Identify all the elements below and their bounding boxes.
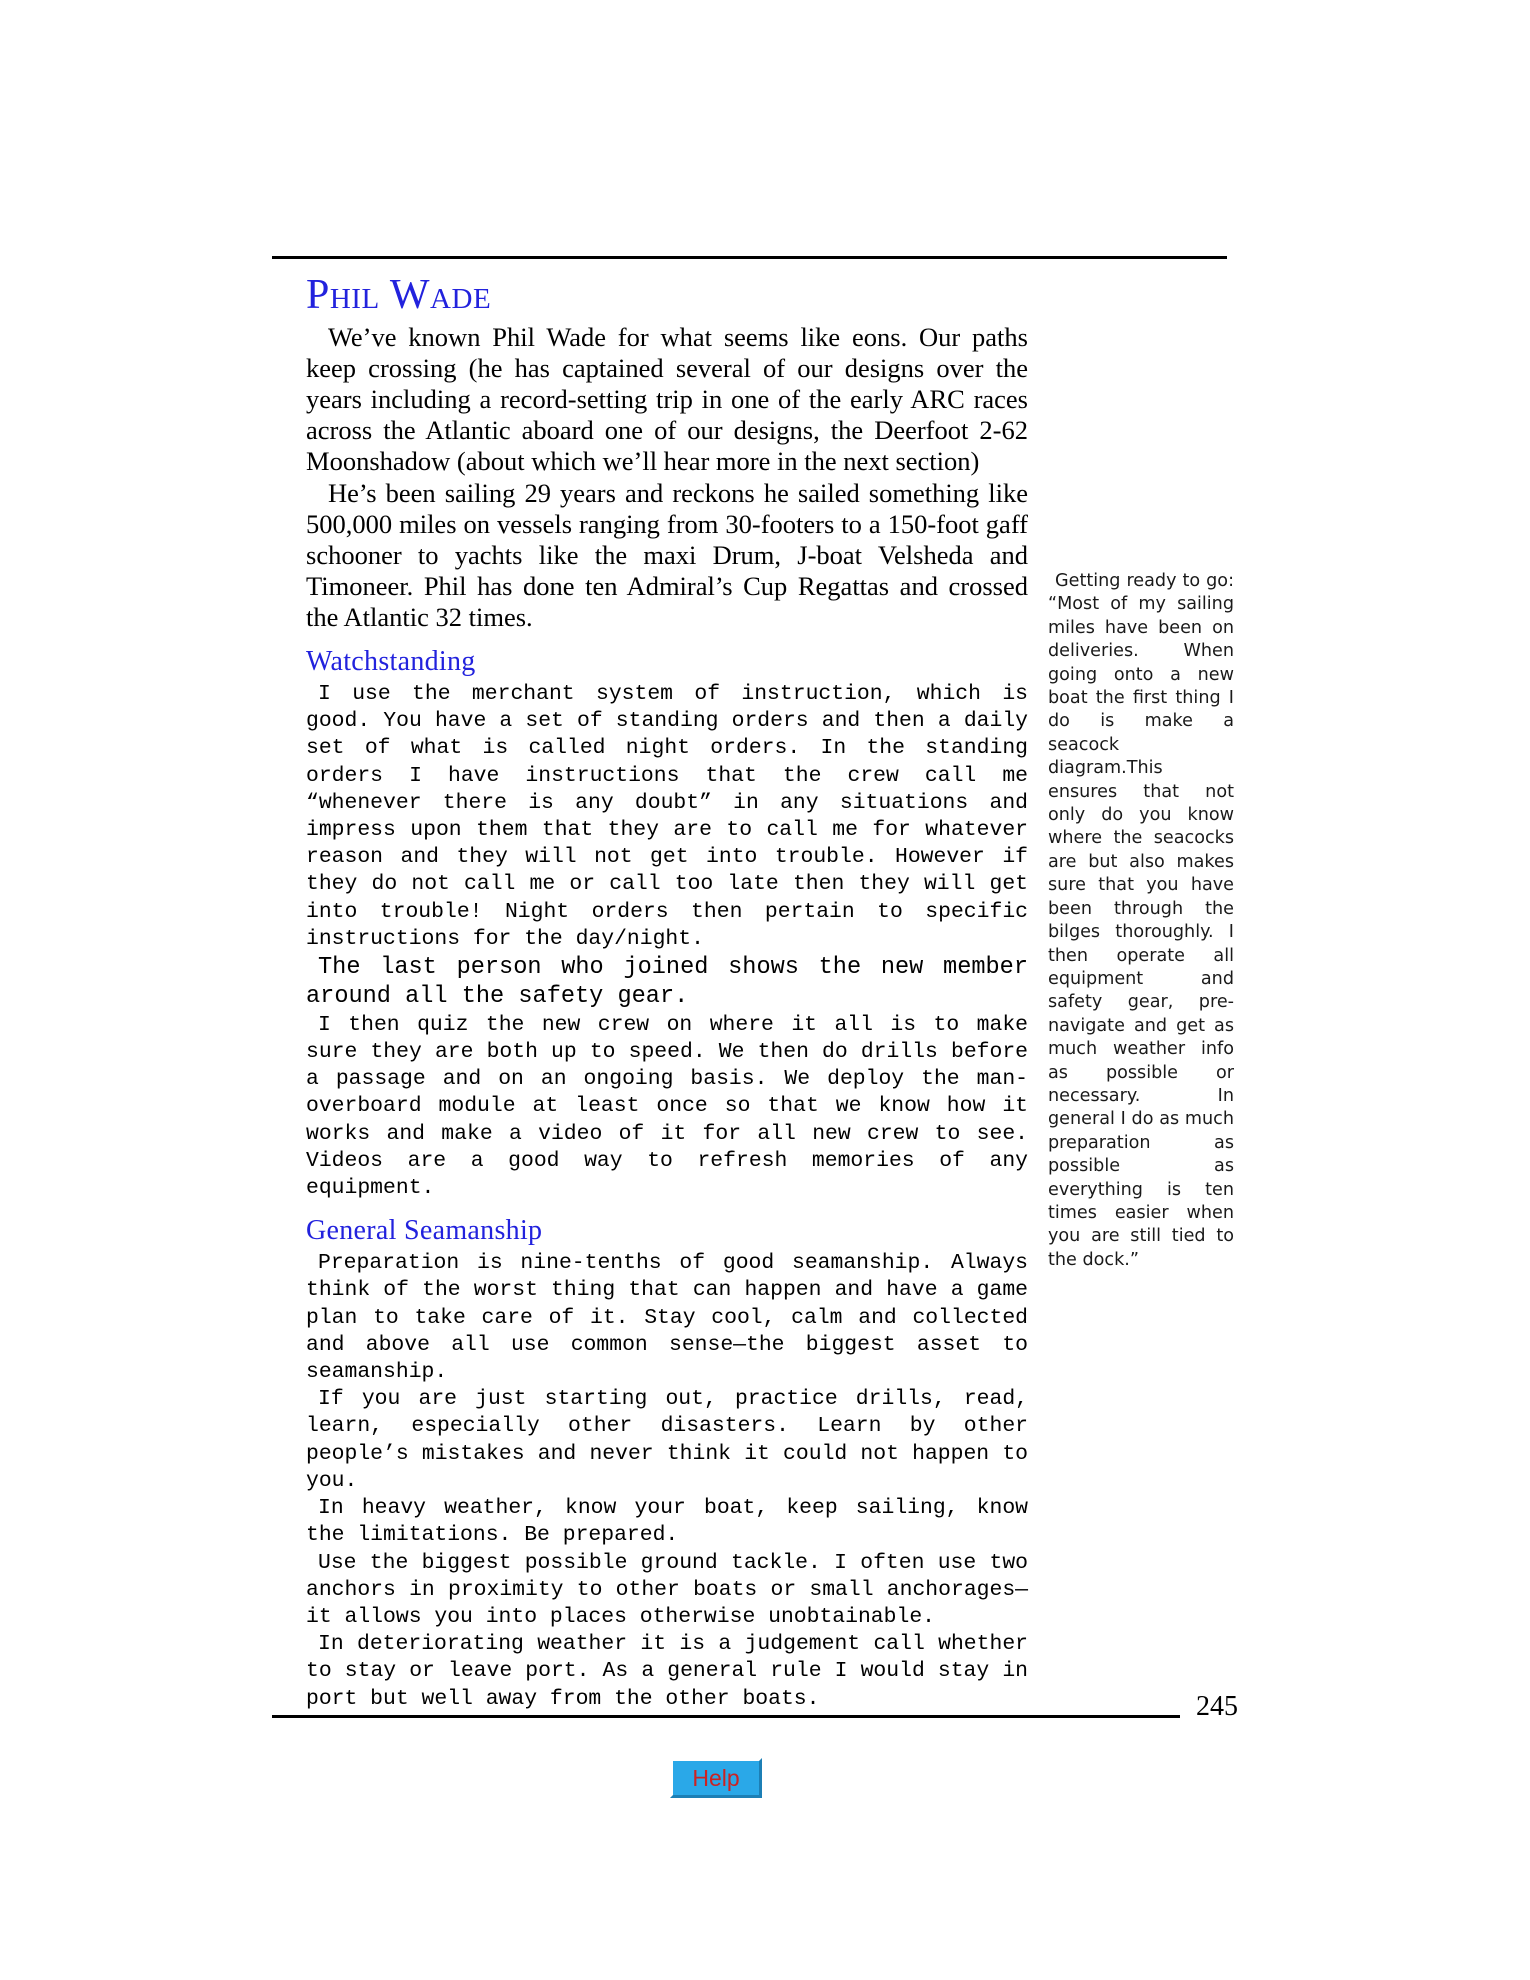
- intro-paragraph-2: He’s been sailing 29 years and reckons he sailed something like 500,000 miles on vessels ranging from 30-footers to a 150-foot gaff schooner to yachts like the maxi Drum, J-boat Velsheda and Timoneer. Phil has done ten Admiral’s Cup Regattas and crossed the Atlantic 32 times.: [306, 478, 1028, 632]
- sidebar-caption: Getting ready to go: “Most of my sailing miles have been on deliveries. When going onto a new boat the first thing I do is make a seacock diagram.This ensures that not only do you know where the seacocks are but also makes sure that you have been through the bilges thoroughly. I then operate all equipment and safety gear, pre-navigate and get as much weather info as possible or necessary. In general I do as much preparation as possible as everything is ten times easier when you are still tied to the dock.”: [1048, 571, 1234, 1270]
- page-number: 245: [1196, 1691, 1238, 1722]
- seamanship-paragraph-5: In deteriorating weather it is a judgement call whether to stay or leave port. As a general rule I would stay in port but well away from the other boats.: [306, 1632, 1028, 1711]
- watchstanding-paragraph-2-emphasis: The last person who joined shows the new member around all the safety gear.: [306, 954, 1028, 1011]
- watchstanding-paragraph-3: I then quiz the new crew on where it all is to make sure they are both up to speed. We then do drills before a passage and on an ongoing basis. We deploy the man-overboard module at least once so that we know how it works and make a video of it for all new crew to see. Videos are a good way to refresh memories of any equipment.: [306, 1012, 1028, 1201]
- seamanship-paragraph-3: In heavy weather, know your boat, keep sailing, know the limitations. Be prepared.: [306, 1496, 1028, 1548]
- main-text-column: [306, 272, 1028, 1713]
- section-heading-watchstanding: Watchstanding: [306, 646, 476, 677]
- seamanship-paragraph-2: If you are just starting out, practice drills, read, learn, especially other disasters. Learn by other people’s mistakes and never think it could not happen to you.: [306, 1387, 1028, 1493]
- seamanship-paragraph-1: Preparation is nine-tenths of good seamanship. Always think of the worst thing that can happen and have a game plan to take care of it. Stay cool, calm and collected and above all use common sense—the biggest asset to seamanship.: [306, 1251, 1028, 1385]
- intro-paragraph-1: We’ve known Phil Wade for what seems like eons. Our paths keep crossing (he has captained several of our designs over the years including a record-setting trip in one of the early ARC races across the Atlantic aboard one of our designs, the Deerfoot 2-62 Moonshadow (about which we’ll hear more in the next section): [306, 322, 1028, 476]
- section-heading-general-seamanship: General Seamanship: [306, 1215, 543, 1247]
- footer-rule: [272, 1715, 1180, 1718]
- seamanship-paragraph-4: Use the biggest possible ground tackle. I often use two anchors in proximity to other boats or small anchorages—it allows you into places otherwise unobtainable.: [306, 1550, 1028, 1629]
- help-button-label: Help: [692, 1764, 740, 1791]
- watchstanding-paragraph-1: I use the merchant system of instruction, which is good. You have a set of standing orders and then a daily set of what is called night orders. In the standing orders I have instructions that the crew call me “whenever there is any doubt” in any situations and impress upon them that they are to call me for whatever reason and they will not get into trouble. However if they do not call me or call too late then they will get into trouble! Night orders then pertain to specific instructions for the day/night.: [306, 682, 1028, 951]
- help-button[interactable]: [670, 1758, 762, 1798]
- page-title: Phil Wade: [306, 272, 492, 318]
- header-rule: [272, 256, 1227, 259]
